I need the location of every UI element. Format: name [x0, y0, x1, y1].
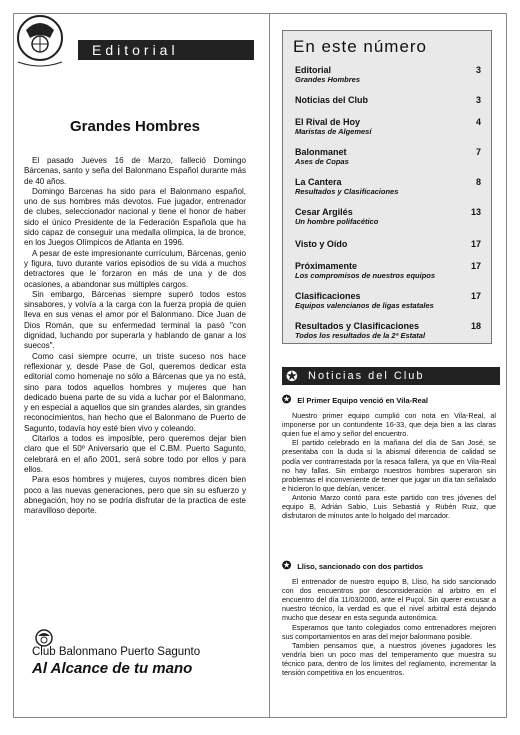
toc-item-page: 7	[475, 147, 481, 157]
footer-tagline: Al Alcance de tu mano	[32, 660, 193, 677]
news-headline-row	[282, 396, 496, 405]
news-headline: Lliso, sancionado con dos partidos	[297, 562, 424, 571]
toc-item-page: 3	[475, 95, 481, 105]
toc-item[interactable]	[295, 321, 481, 347]
news-headline-row	[282, 562, 496, 571]
toc-item-page: 3	[475, 65, 481, 75]
toc-item[interactable]	[295, 65, 481, 91]
toc-item-page: 18	[470, 321, 481, 331]
news-article	[282, 562, 496, 677]
toc-item-page: 17	[470, 291, 481, 301]
editorial-paragraph: Citarlos a todos es imposible, pero queremos dejar bien claro que el 50º Aniversario que el C.BM. Puerto Sagunto, celebrará en el año 2001, será sobre todo por ellos y para ellos.	[24, 434, 246, 474]
toc-item[interactable]	[295, 117, 481, 143]
toc-item-subtitle: Resultados y Clasificaciones	[295, 187, 399, 196]
star-icon: ✪	[286, 368, 298, 384]
toc-title: En este número	[293, 37, 428, 56]
toc-item-subtitle: Equipos valencianos de ligas estatales	[295, 301, 434, 310]
toc-item-name: La Cantera	[295, 177, 342, 187]
news-paragraph: Esperamos que tanto colegiados como entrenadores mejoren sus comportamientos en aras del mejor balonmano posible.	[282, 622, 496, 641]
star-icon: ✪	[282, 560, 292, 572]
toc-item-page: 13	[470, 207, 481, 217]
toc-item-subtitle: Maristas de Algemesí	[295, 127, 372, 136]
toc-item-name: El Rival de Hoy	[295, 117, 361, 127]
editorial-paragraph: Sin embargo, Bárcenas siempre superó todos estos sinsabores, y volvía a la carga con la fuerza propia de quien lleva en sus venas el amor por el Balonmano. Dice Juan de Dios Román, que su enfermedad terminal la pasó "con dignidad, luchando por superarla y hablando de ganar a los suecos".	[24, 289, 246, 351]
toc-item-subtitle: Los compromisos de nuestros equipos	[295, 271, 436, 280]
toc-item-page: 17	[470, 239, 481, 249]
news-headline: El Primer Equipo venció en Vila-Real	[297, 396, 428, 405]
toc-item-name: Clasificaciones	[295, 291, 361, 301]
toc-item[interactable]	[295, 291, 481, 317]
editorial-paragraph: El pasado Jueves 16 de Marzo, falleció Domingo Bárcenas, santo y seña del Balonmano Español durante más de 40 años.	[24, 156, 246, 186]
noticias-section-label: Noticias del Club	[282, 367, 500, 385]
club-logo-icon	[10, 8, 70, 72]
editorial-paragraph: A pesar de este impresionante currículum, Bárcenas, genio y figura, tuvo durante varios episodios de su vida a muchos detractores que le forzaron en más de una y de dos ocasiones, a abandonar sus múltiples cargos.	[24, 248, 246, 289]
editorial-body	[24, 156, 246, 516]
toc-item-subtitle: Ases de Copas	[295, 157, 349, 166]
toc-item[interactable]	[295, 239, 481, 257]
news-paragraph: Tambien pensamos que, a nuestros jóvenes jugadores les vendría bien un poco mas del temperamento que muestra su técnico para, dentro de los limites del reglamento, incrementar la tensión competitiva en los encuentros.	[282, 640, 496, 678]
toc-item-subtitle: Todos los resultados de la 2ª Estatal	[295, 331, 426, 340]
footer-club-name: Club Balonmano Puerto Sagunto	[32, 646, 201, 658]
toc-item-page: 8	[475, 177, 481, 187]
toc-item-name: Próximamente	[295, 261, 358, 271]
editorial-paragraph: Para esos hombres y mujeres, cuyos nombres dicen bien poco a las nuevas generaciones, pero que sin su esfuerzo y abnegación, hoy no se podría disfrutar de la practica de este maravilloso deporte.	[24, 475, 246, 516]
toc-item-name: Editorial	[295, 65, 332, 75]
news-paragraph: Nuestro primer equipo cumplió con nota en Vila-Real, al imponerse por un contundente 16-33, que deja bien a las claras quien fue el amo y señor del encuentro.	[282, 411, 496, 439]
toc-item-name: Visto y Oído	[295, 239, 348, 249]
toc-item-name: Resultados y Clasificaciones	[295, 321, 420, 331]
star-icon: ✪	[282, 394, 292, 406]
toc-item[interactable]	[295, 177, 481, 203]
toc-item-page: 4	[475, 117, 481, 127]
editorial-paragraph: Domingo Barcenas ha sido para el Balonmano español, uno de sus hombres más devotos. Fue jugador, entrenador de clubes, seleccionador nacional y tiene el honor de haber sido el único Presidente de la Federación Española que ha sido capaz de conseguir una medalla olímpica, la de bronce, en los Juegos Olímpicos de Atlanta en 1996.	[24, 186, 246, 248]
toc-item[interactable]	[295, 95, 481, 115]
toc-item-name: Noticias del Club	[295, 95, 369, 105]
toc-item-page: 17	[470, 261, 481, 271]
news-paragraph: El entrenador de nuestro equipo B, Lliso, ha sido sancionado con dos encuentros por desconsideración al arbitro en el encuentro del día 11/03/2000, ante el Puçol. Sin querer excusar a nuestro técnico, la verdad es que el nivel arbitral está dejando mucho que desear en esta segunda autonómica.	[282, 577, 496, 623]
toc-item-subtitle: Grandes Hombres	[295, 75, 361, 84]
editorial-section-label: Editorial	[78, 40, 254, 60]
news-paragraph: El partido celebrado en la mañana del día de San José, se presentaba con la duda si la abismal diferencia de calidad se podía ver contrarrestada por la resaca fallera, ya que en Vila-Real no hay fallas. Sin embargo nuestros hombres superaron sin problemas el inconveniente de tener que jugar un día tan señalado e hicieron lo que debían, vencer.	[282, 438, 496, 493]
toc-item-subtitle: Un hombre polifacético	[295, 217, 379, 226]
editorial-title: Grandes Hombres	[69, 118, 201, 135]
toc-list	[295, 65, 481, 347]
table-of-contents	[282, 30, 492, 344]
news-article	[282, 396, 496, 520]
news-paragraph: Antonio Marzo contó para este partido con tres jóvenes del equipo B, Adrián Sabio, Luis Sebastiá y Rubén Ruiz, que disfrutaron de minutos ante lo holgado del marcador.	[282, 492, 496, 521]
editorial-paragraph: Como casi siempre ocurre, un triste suceso nos hace reflexionar y, desde Pase de Gol, queremos dedicar esta editorial como homenaje no sólo a Bárcenas que ya no está, sino para todos aquellos hombres y mujeres que han dedicado buena parte de su vida a luchar por el Balonmano, y en especial a aquellos que sin grandes alardes, sin grandes reconocimientos, han hecho que el Balonmano de Puerto de Sagunto, todavía hoy esté bien vivo y coleando.	[24, 351, 246, 433]
toc-item[interactable]	[295, 147, 481, 173]
toc-item-name: Cesar Argilés	[295, 207, 353, 217]
toc-item-name: Balonmanet	[295, 147, 347, 157]
toc-item[interactable]	[295, 261, 481, 287]
column-divider	[269, 13, 270, 718]
toc-item[interactable]	[295, 207, 481, 233]
